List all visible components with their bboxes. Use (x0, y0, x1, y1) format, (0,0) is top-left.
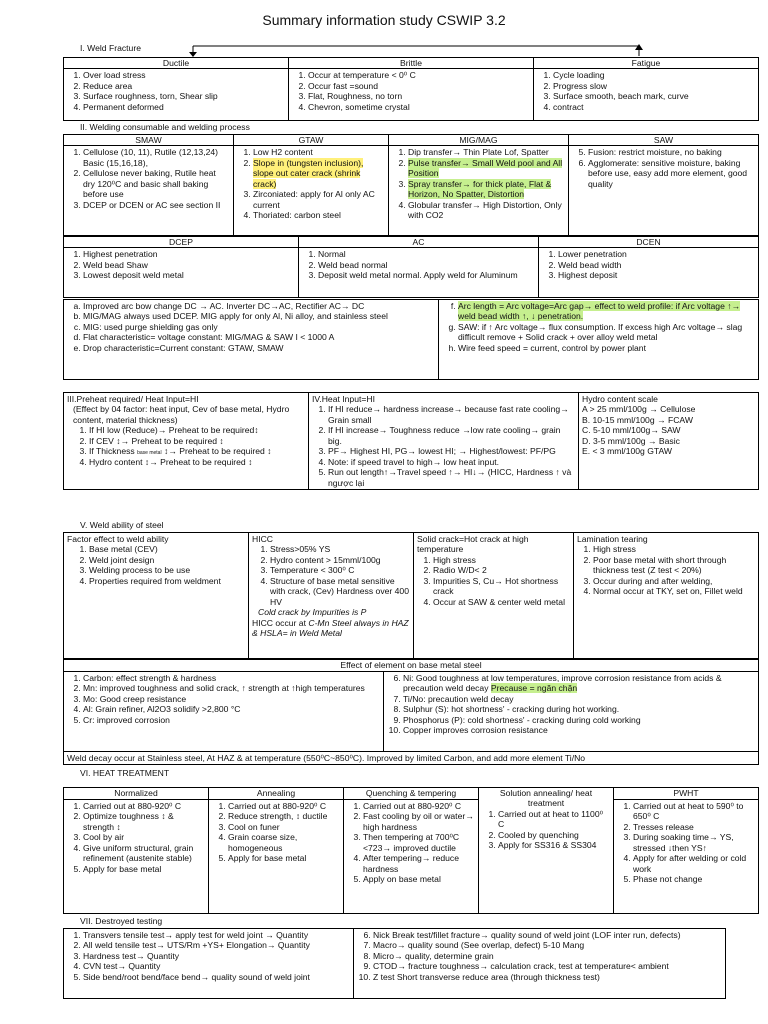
list-item: 2. Reduce area (83, 81, 285, 91)
list-item: 3. Then tempering at 700⁰C <723→ improved ductile (363, 832, 475, 853)
list-item: 3. Apply for SS316 & SS304 (498, 840, 610, 850)
list-item: 4. Give uniform structural, grain refinement (austenite stable) (83, 843, 205, 864)
list-item: 3. Occur during and after welding, (593, 576, 755, 586)
solid-crack-cell (414, 533, 574, 659)
mig-mag-header: MIG/MAG (389, 135, 569, 146)
smaw-header: SMAW (64, 135, 234, 146)
section-heading-consumables: II. Welding consumable and welding process (80, 122, 250, 132)
hydro-scale-cell (579, 393, 759, 490)
list-item: A > 25 mml/100g → Cellulose (582, 404, 696, 415)
list-item (458, 301, 755, 322)
list-item: 1. High stress (593, 544, 755, 554)
list-item: 5. Apply for base metal (83, 864, 205, 874)
list-item: 3. Surface roughness, torn, Shear slip (83, 91, 285, 101)
list-item: 1. Normal (318, 249, 535, 259)
element-effect-title: Effect of element on base metal steel (64, 660, 759, 672)
section-heading-heat-treatment: VI. HEAT TREATMENT (80, 768, 170, 778)
list-item: E. < 3 mml/100g GTAW (582, 446, 673, 457)
list-item: 8. Micro→ quality, determine grain (373, 951, 722, 961)
solution-annealing-cell (479, 788, 614, 914)
brittle-cell (289, 69, 534, 121)
list-item: 7. Macro→ quality sound (See overlap, defect) 5-10 Mang (373, 940, 722, 950)
list-item: 1. Low H2 content (253, 147, 385, 157)
list-item: 3. Surface smooth, beach mark, curve (553, 91, 755, 101)
highlighted-text: Pulse transfer→ Small Weld pool and All Position (408, 157, 563, 179)
list-item: 9. Phosphorus (P): cold shortness' - cracking during cold working (403, 715, 755, 725)
hicc-cell (249, 533, 414, 659)
highlighted-text: Arc length = Arc voltage=Arc gap→ effect to weld profile: if Arc voltage ↑→ weld bead width ↑, ↓ penetration. (458, 301, 741, 322)
list-item: 1. Cellulose (10, 11), Rutile (12,13,24) Basic (15,16,18), (83, 147, 230, 168)
list-item: 1. Transvers tensile test→ apply test for weld joint → Quantity (83, 930, 350, 940)
ductile-header: Ductile (64, 58, 289, 69)
element-effect-table (63, 659, 759, 765)
ac-header: AC (299, 237, 539, 248)
list-item: 1. Carried out at heat to 590⁰ to 650⁰ C (633, 801, 755, 822)
list-item: 5. Apply on base metal (363, 874, 475, 884)
list-item: 3. Hardness test→ Quantity (83, 951, 350, 961)
list-item: 1. Cycle loading (553, 70, 755, 80)
list-item: 3. Flat, Roughness, no torn (308, 91, 530, 101)
section-heading-weld-fracture: I. Weld Fracture (80, 43, 141, 53)
list-item: 5. Fusion: restrict moisture, no baking (588, 147, 755, 157)
list-item: 3. Temperature < 300⁰ C (270, 565, 410, 575)
list-item: 1. Carried out at 880-920⁰ C (83, 801, 205, 811)
list-item: 5. Cr: improved corrosion (83, 715, 380, 725)
fracture-arrow-connector (185, 42, 645, 58)
list-item: 8. Sulphur (S): hot shortness' - cracking during hot working. (403, 704, 755, 714)
list-item: 4. Note: if speed travel to high→ low heat input. (328, 457, 575, 467)
list-item: 2. Poor base metal with short through thickness test (Z test < 20%) (593, 555, 755, 576)
pwht-cell (614, 800, 759, 914)
list-item: 1. If HI low (Reduce)→ Preheat to be required↕ (89, 425, 305, 435)
list-item: 4. Apply for after welding or cold work (633, 853, 755, 874)
list-item: 4. After tempering→ reduce hardness (363, 853, 475, 874)
heat-treatment-table (63, 787, 759, 914)
heat-input-title: IV.Heat Input=HI (312, 394, 375, 404)
list-item: 4. Permanent deformed (83, 102, 285, 112)
hicc-note: Cold crack by Impurities is P (258, 607, 367, 618)
list-item: 4. Thoriated: carbon steel (253, 210, 385, 220)
destroyed-testing-table (63, 928, 726, 999)
weldability-table (63, 532, 759, 659)
dcen-header: DCEN (539, 237, 759, 248)
list-item: 6. Nick Break test/fillet fracture→ quality sound of weld joint (LOF inter run, defects) (373, 930, 722, 940)
preheat-subtitle: (Effect by 04 factor: heat input, Cev of base metal, Hydro content, material thickness) (73, 404, 290, 425)
list-item: 3. PF→ Highest HI, PG→ lowest HI; → Highest/lowest: PF/PG (328, 446, 575, 456)
fatigue-header: Fatigue (534, 58, 759, 69)
list-item: e. Drop characteristic=Current constant: GTAW, SMAW (83, 343, 435, 353)
weldability-factors-cell (64, 533, 249, 659)
list-item: 2. Mn: improved toughness and solid crack, ↑ strength at ↑high temperatures (83, 683, 380, 693)
list-item: 1. If HI reduce→ hardness increase→ because fast rate cooling→ Grain small (328, 404, 575, 425)
highlighted-text: Spray transfer→ for thick plate, Flat & Horizon, No Spatter, Distortion (408, 178, 552, 200)
list-item: 3. If Thickness base metal ↕→ Preheat to be required ↕ (89, 446, 305, 456)
notes-left-cell (64, 300, 439, 380)
notes-right-cell (439, 300, 759, 380)
list-item: a. Improved arc bow change DC → AC. Inverter DC→AC, Rectifier AC→ DC (83, 301, 435, 311)
lamination-title: Lamination tearing (577, 534, 648, 544)
list-item: 1. Occur at temperature < 0⁰ C (308, 70, 530, 80)
list-item: 3. Lowest deposit weld metal (83, 270, 295, 280)
list-item: 2. Weld bead normal (318, 260, 535, 270)
list-item: 6. Agglomerate: sensitive moisture, baking before use, easy add more element, good quality (588, 158, 755, 189)
list-item: 2. Weld joint design (89, 555, 245, 565)
list-item: 2. Weld bead width (558, 260, 755, 270)
list-item: 2. Progress slow (553, 81, 755, 91)
normalized-cell (64, 800, 209, 914)
list-item: 2. If HI increase→ Toughness reduce →low rate cooling→ grain big. (328, 425, 575, 446)
list-item: 2. Hydro content > 15mml/100g (270, 555, 410, 565)
list-item: g. SAW: if ↑ Arc voltage→ flux consumption. If excess high Arc voltage→ slag difficult remove + Solid crack + over alloy weld metal (458, 322, 755, 343)
list-item: 2. Occur fast =sound (308, 81, 530, 91)
welding-process-table (63, 134, 759, 236)
dcep-cell (64, 248, 299, 298)
list-item: 3. Cool on funer (228, 822, 340, 832)
process-notes-table (63, 299, 759, 380)
heat-input-cell (309, 393, 579, 490)
hicc-occurrence: HICC occur at C-Mn Steel always in HAZ & HSLA= in Weld Metal (252, 617, 409, 639)
list-item (408, 179, 565, 200)
list-item: 2. Radio W/D< 2 (433, 565, 570, 575)
list-item: 3. Mo: Good creep resistance (83, 694, 380, 704)
list-item: 1. Highest penetration (83, 249, 295, 259)
list-item: 4. contract (553, 102, 755, 112)
list-item: 4. Al: Grain refiner, Al2O3 solidify >2,800 °C (83, 704, 380, 714)
list-item: 2. All weld tensile test→ UTS/Rm +YS+ Elongation→ Quantity (83, 940, 350, 950)
list-item: h. Wire feed speed = current, control by power plant (458, 343, 755, 353)
list-item: 5. Apply for base metal (228, 853, 340, 863)
element-right-cell (384, 672, 759, 752)
solution-annealing-header: Solution annealing/ heat treatment (499, 788, 593, 809)
list-item: 2. Weld bead Shaw (83, 260, 295, 270)
list-item: 3. Cool by air (83, 832, 205, 842)
list-item: 3. Zirconiated: apply for Al only AC current (253, 189, 385, 210)
list-item: 4. Chevron, sometime crystal (308, 102, 530, 112)
list-item: 9. CTOD→ fracture toughness→ calculation crack, test at temperature< ambient (373, 961, 722, 971)
dcen-cell (539, 248, 759, 298)
list-item: D. 3-5 mml/100g → Basic (582, 435, 680, 446)
brittle-header: Brittle (289, 58, 534, 69)
list-item: 1. Carried out at heat to 1100⁰ C (498, 809, 610, 830)
factors-title: Factor effect to weld ability (67, 534, 169, 544)
quenching-cell (344, 800, 479, 914)
normalized-header: Normalized (64, 788, 209, 800)
list-item: 1. Stress>05% YS (270, 544, 410, 554)
weld-fracture-table (63, 57, 759, 121)
polarity-table (63, 236, 759, 298)
section-heading-weldability: V. Weld ability of steel (80, 520, 164, 530)
lamination-cell (574, 533, 759, 659)
highlighted-text: Slope in (tungsten inclusion), slope out cater crack (shrink crack) (253, 157, 364, 189)
list-item: C. 5-10 mml/100g→ SAW (582, 425, 681, 436)
testing-left-cell (64, 929, 354, 999)
annealing-cell (209, 800, 344, 914)
list-item: 3. Highest deposit (558, 270, 755, 280)
list-item: 2. If CEV ↕→ Preheat to be required ↕ (89, 436, 305, 446)
saw-cell (569, 146, 759, 236)
fatigue-cell (534, 69, 759, 121)
ductile-cell (64, 69, 289, 121)
list-item: 4. Properties required from weldment (89, 576, 245, 586)
list-item: 1. Dip transfer→ Thin Plate Lof, Spatter (408, 147, 565, 157)
list-item (408, 158, 565, 179)
testing-right-cell (354, 929, 726, 999)
list-item: 4. CVN test→ Quantity (83, 961, 350, 971)
gtaw-header: GTAW (234, 135, 389, 146)
list-item: 3. Deposit weld metal normal. Apply weld for Aluminum (318, 270, 535, 280)
list-item: c. MIG: used purge shielding gas only (83, 322, 435, 332)
list-item: 2. Reduce strength, ↕ ductile (228, 811, 340, 821)
list-item: 2. Tresses release (633, 822, 755, 832)
hydro-scale-title: Hydro content scale (582, 394, 658, 404)
list-item: 3. DCEP or DCEN or AC see section II (83, 200, 230, 210)
element-left-cell (64, 672, 384, 752)
list-item: 4. Grain coarse size, homogeneous (228, 832, 340, 853)
hicc-title: HICC (252, 534, 274, 544)
preheat-heat-input-table (63, 392, 759, 490)
list-item: 1. Carried out at 880-920⁰ C (228, 801, 340, 811)
list-item: 5. Phase not change (633, 874, 755, 884)
weld-decay-note: Weld decay occur at Stainless steel, At HAZ & at temperature (550⁰C~850⁰C). Improved by limited Carbon, and add more element Ti/No (64, 752, 759, 765)
list-item: 2. Cooled by quenching (498, 830, 610, 840)
list-item: d. Flat characteristic= voltage constant: MIG/MAG & SAW I < 1000 A (83, 332, 435, 342)
list-item: 3. Welding process to be use (89, 565, 245, 575)
list-item: 5. Run out length↑→Travel speed ↑→ HI↓→ (HICC, Hardness ↑ và ngược lại (328, 467, 575, 488)
list-item: 4. Structure of base metal sensitive with crack, (Cev) Hardness over 400 HV (270, 576, 410, 607)
list-item: 10. Z test Short transverse reduce area (through thickness test) (373, 972, 722, 982)
list-item: 5. Side bend/root bend/face bend→ quality sound of weld joint (83, 972, 350, 982)
dcep-header: DCEP (64, 237, 299, 248)
list-item: 1. Carried out at 880-920⁰ C (363, 801, 475, 811)
list-item (253, 158, 385, 189)
preheat-cell (64, 393, 309, 490)
smaw-cell (64, 146, 234, 236)
annealing-header: Annealing (209, 788, 344, 800)
mig-mag-cell (389, 146, 569, 236)
list-item: 1. Lower penetration (558, 249, 755, 259)
ac-cell (299, 248, 539, 298)
list-item: 2. Fast cooling by oil or water→ high hardness (363, 811, 475, 832)
gtaw-cell (234, 146, 389, 236)
list-item: B. 10-15 mml/100g → FCAW (582, 414, 693, 425)
list-item: 3. During soaking time→ YS, stressed ↓then YS↑ (633, 832, 755, 853)
list-item: 7. Ti/No: precaution weld decay (403, 694, 755, 704)
list-item: 2. Cellulose never baking, Rutile heat dry 120⁰C and basic shall baking before use (83, 168, 230, 199)
list-item: 2. Optimize toughness ↕ & strength ↕ (83, 811, 205, 832)
list-item: 1. High stress (433, 555, 570, 565)
section-heading-destroyed-testing: VII. Destroyed testing (80, 916, 163, 926)
list-item: 6. Ni: Good toughness at low temperatures, improve corrosion resistance from acids & precaution weld decay Precause = ngăn chặn (403, 673, 755, 694)
solid-crack-title: Solid crack=Hot crack at high temperature (417, 534, 529, 555)
list-item: 1. Carbon: effect strength & hardness (83, 673, 380, 683)
list-item: 3. Impurities S, Cu→ Hot shortness crack (433, 576, 570, 597)
list-item: b. MIG/MAG always used DCEP. MIG apply for only Al, Ni alloy, and stainless steel (83, 311, 435, 321)
list-item: 4. Hydro content ↕→ Preheat to be required ↕ (89, 457, 305, 467)
list-item: 1. Base metal (CEV) (89, 544, 245, 554)
list-item: 1. Over load stress (83, 70, 285, 80)
list-item: 10. Copper improves corrosion resistance (403, 725, 755, 735)
list-item: 4. Occur at SAW & center weld metal (433, 597, 570, 607)
pwht-header: PWHT (614, 788, 759, 800)
preheat-title: III.Preheat required/ Heat Input=HI (67, 394, 199, 404)
quenching-header: Quenching & tempering (344, 788, 479, 800)
highlighted-text: Precause = ngăn chặn (490, 683, 578, 694)
list-item: 4. Globular transfer→ High Distortion, Only with CO2 (408, 200, 565, 221)
list-item: 4. Normal occur at TKY, set on, Fillet weld (593, 586, 755, 596)
page-title: Summary information study CSWIP 3.2 (262, 12, 506, 28)
saw-header: SAW (569, 135, 759, 146)
